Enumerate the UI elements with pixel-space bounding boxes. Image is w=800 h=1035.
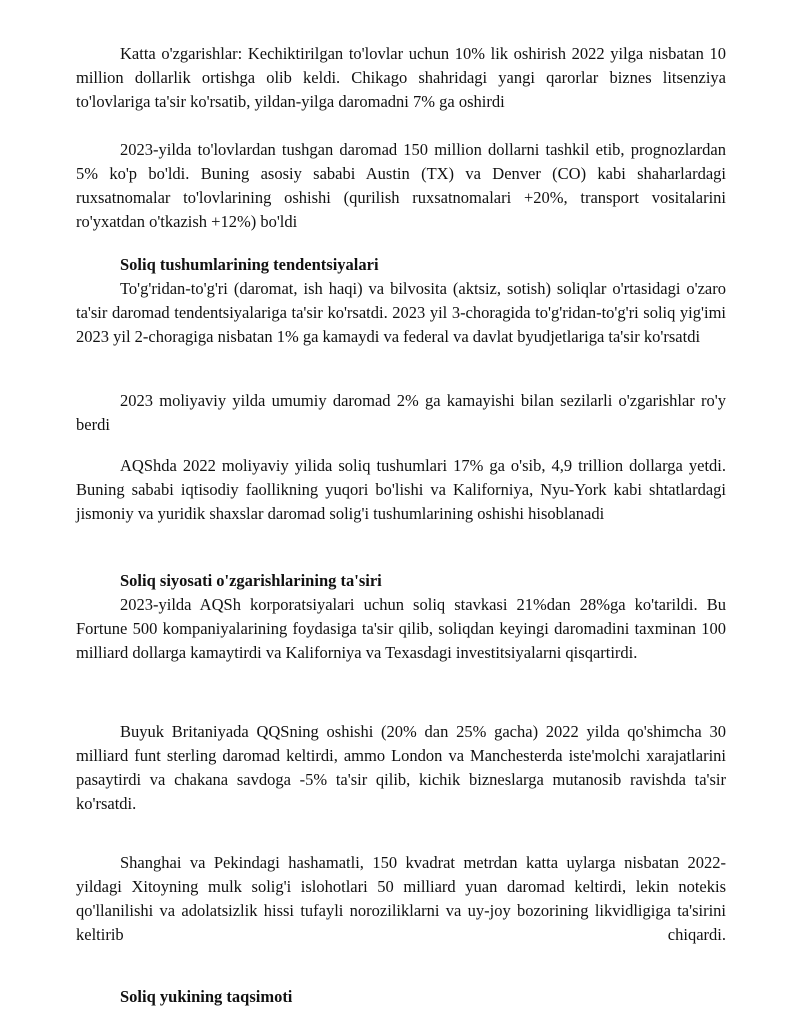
paragraph-china-property-tax: Shanghai va Pekindagi hashamatli, 150 kvadrat metrdan katta uylarga nisbatan 2022-yildagi Xitoyning mulk solig'i islohotlari 50 milliard yuan daromad keltirdi, lekin notekis qo'llanilishi va adolatsizlik hissi tufayli noroziliklarni va uy-joy bozorining likvidligiga ta'sirini keltirib chiqardi.: [76, 853, 726, 944]
paragraph-corporate-tax-rate: 2023-yilda AQSh korporatsiyalari uchun soliq stavkasi 21%dan 28%ga ko'tarildi. Bu Fortune 500 kompaniyalarining foydasiga ta'sir qilib, soliqdan keyingi daromadini taxminan 100 milliard dollarga kamaytirdi va Kaliforniya va Texasdagi investitsiyalarni qisqartirdi.: [76, 595, 726, 662]
paragraph-late-payment-changes: Katta o'zgarishlar: Kechiktirilgan to'lovlar uchun 10% lik oshirish 2022 yilga nisbatan 10 million dollarlik ortishga olib keldi. Chikago shahridagi yangi qarorlar biznes litsenziya to'lovlariga ta'sir ko'rsatib, yildan-yilga daromadni 7% ga oshirdi: [76, 44, 726, 111]
paragraph-direct-indirect-taxes: To'g'ridan-to'g'ri (daromat, ish haqi) va bilvosita (aktsiz, sotish) soliqlar o'rtasidagi o'zaro ta'sir daromad tendentsiyalariga ta'sir ko'rsatdi. 2023 yil 3-choragida to'g'ridan-to'g'ri soliq yig'imi 2023 yil 2-choragiga nisbatan 1% ga kamaydi va federal va davlat byudjetlariga ta'sir ko'rsatdi: [76, 279, 726, 346]
heading-tax-revenue-trends: Soliq tushumlarining tendentsiyalari: [120, 255, 379, 274]
paragraph-usa-tax-2022: AQShda 2022 moliyaviy yilida soliq tushumlari 17% ga o'sib, 4,9 trillion dollarga yetdi. Buning sababi iqtisodiy faollikning yuqori bo'lishi va Kaliforniya, Nyu-York kabi shtatlardagi jismoniy va yuridik shaxslar daromad solig'i tushumlarining oshishi hisoblanadi: [76, 456, 726, 523]
paragraph-fee-revenue-2023: 2023-yilda to'lovlardan tushgan daromad 150 million dollarni tashkil etib, prognozlardan 5% ko'p bo'ldi. Buning asosiy sababi Austin (TX) va Denver (CO) kabi shaharlardagi ruxsatnomalar to'lovlarining oshishi (qurilish ruxsatnomalari +20%, transport vositalarini ro'yxatdan o'tkazish +12%) bo'ldi: [76, 140, 726, 231]
heading-tax-policy-impact: Soliq siyosati o'zgarishlarining ta'siri: [120, 571, 382, 590]
paragraph-uk-vat: Buyuk Britaniyada QQSning oshishi (20% dan 25% gacha) 2022 yilda qo'shimcha 30 milliard funt sterling daromad keltirdi, ammo London va Manchesterda iste'molchi xarajatlarini pasaytirdi va chakana savdoga -5% ta'sir qilib, kichik bizneslarga mutanosib ravishda ta'sir ko'rsatdi.: [76, 722, 726, 813]
heading-tax-burden-distribution: Soliq yukining taqsimoti: [120, 987, 293, 1006]
paragraph-fiscal-year-2023: 2023 moliyaviy yilda umumiy daromad 2% ga kamayishi bilan sezilarli o'zgarishlar ro'y berdi: [76, 391, 726, 434]
